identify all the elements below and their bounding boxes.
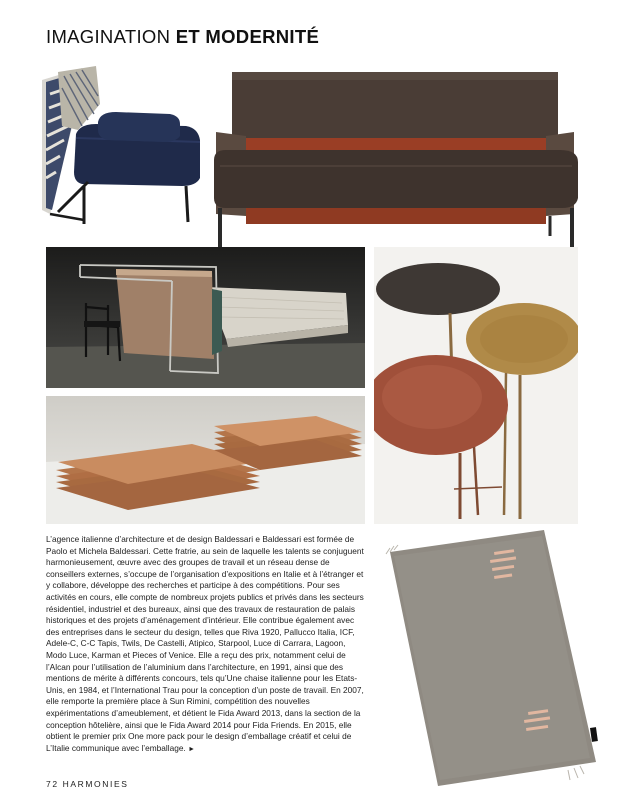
end-mark-icon: ► [188,745,195,753]
photo-sofa [206,66,580,262]
article-body [46,534,366,755]
photo-lounge-chair [36,64,204,230]
page-footer [46,779,129,789]
photo-side-tables [374,247,578,524]
page-number: 72 [46,779,59,789]
article-paragraph [46,534,366,755]
magazine-name: HARMONIES [62,779,129,789]
title-light: IMAGINATION [46,26,171,47]
title-bold: ET MODERNITÉ [175,26,320,47]
photo-wood-tables [46,396,365,524]
photo-desk-bed [46,247,365,388]
photo-rug [384,528,606,790]
page-title [46,26,319,48]
article-text: L’agence italienne d’architecture et de design Baldessari e Baldessari est formée de Paolo et Michela Baldessari. Cette fratrie, au sein de laquelle les talents se conjuguent harmonieusement, œuvre avec des groupes de travail et un réseau dense de conseillers externes, s’occupe de l’organisation d’expositions en Italie et à l’étranger et y collabore, développe des recherches et participe à des compétitions. Pour ses activités en cours, elle compte de nombreux projets publics et privés dans les secteurs résidentiel, industriel et des bureaux, ainsi que des travaux de restauration de palais historiques et des projets d’aménagement d’intérieur. Elle contribue également avec des entreprises dans le secteur du design, telles que Riva 1920, Pallucco Italia, ICF, Adele-C, C-C Tapis, Twils, De Castelli, Atipico, Starpool, Luce di Carrara, Lagoon, Modo Luce, Karman et Pieces of Venice. Elle a reçu des prix, notamment celui de l’Alcan pour l’utilisation de l’aluminium dans l’architecture, en 1991, ainsi que des mentions de mérite à différents concours, tels qu’Une chaise italienne pour les Etats-Unis, en 1984, et l’International Trau pour la conception d’un poste de travail. En 2007, elle remporte la première place à Sun Rimini, compétition des nouvelles expérimentations d’ameublement, et détient le Fida Award 2013, dans la section de la conception hôtelière, ainsi que le Fida Award 2014 pour Fida Friends. En 2015, elle obtient le premier prix One more pack pour le design d’emballage créatif et celui de L’Italie communique avec l’emballage. [46,534,364,753]
